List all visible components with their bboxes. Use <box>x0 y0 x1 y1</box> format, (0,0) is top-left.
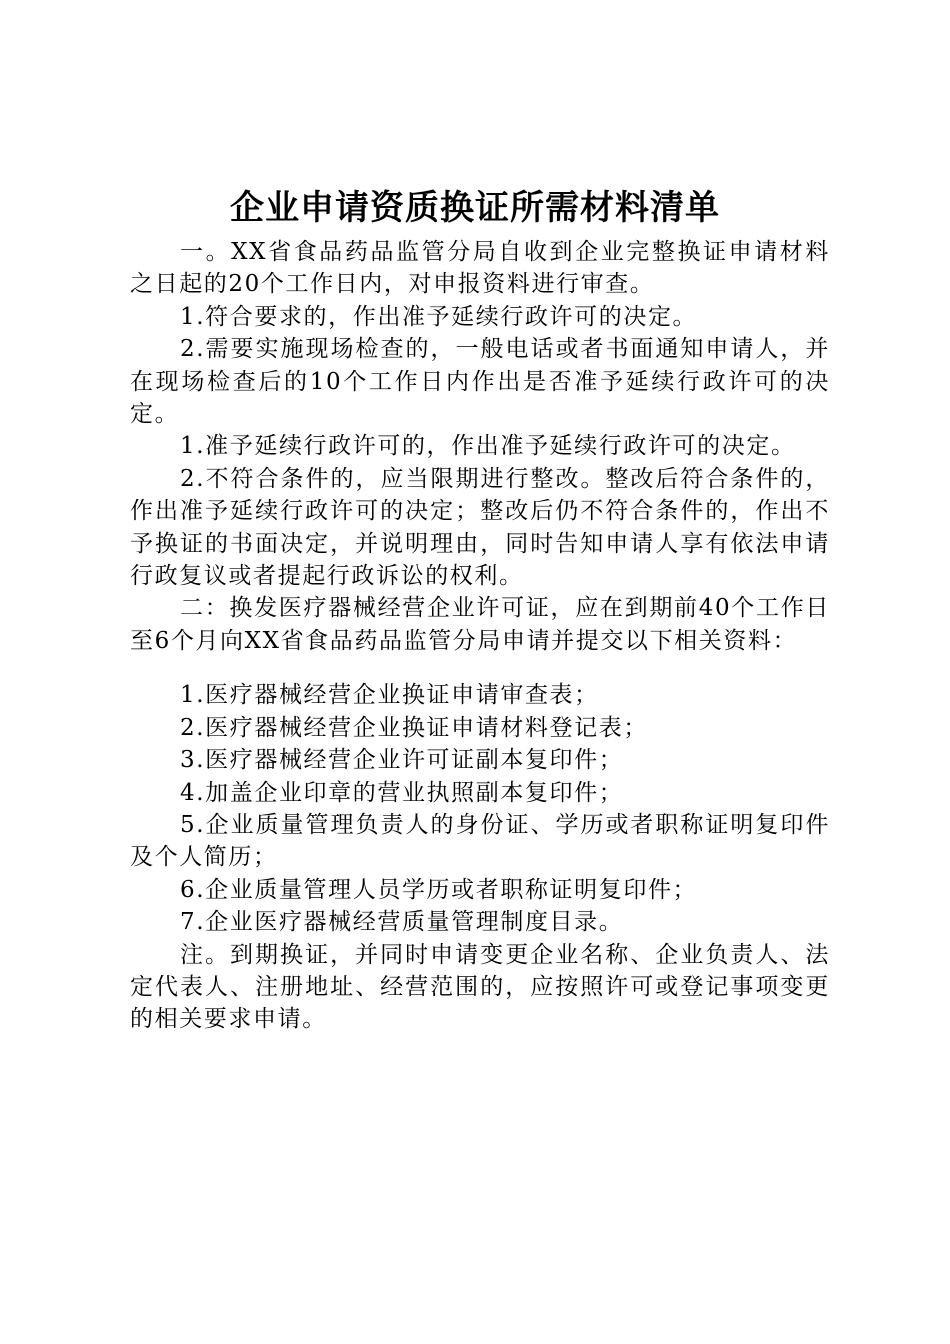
list-item: 1.医疗器械经营企业换证申请审查表； <box>180 682 599 709</box>
document-title: 企业申请资质换证所需材料清单 <box>230 188 720 228</box>
paragraph-subitem-2: 2.不符合条件的，应当限期进行整改。整改后符合条件的，作出准予延续行政许可的决定；整改后仍不符合条件的，作出不予换证的书面决定，并说明理由，同时告知申请人享有依法申请行政复议或者提起行政诉讼的权利。 <box>130 465 830 590</box>
list-item: 5.企业质量管理负责人的身份证、学历或者职称证明复印件及个人简历； <box>130 811 830 871</box>
list-item: 4.加盖企业印章的营业执照副本复印件； <box>180 779 624 806</box>
paragraph-item-2: 2.需要实施现场检查的，一般电话或者书面通知申请人，并在现场检查后的10个工作日内作出是否准予延续行政许可的决定。 <box>130 336 830 428</box>
paragraph-section-two-intro: 二：换发医疗器械经营企业许可证，应在到期前40个工作日至6个月向XX省食品药品监管分局申请并提交以下相关资料： <box>130 595 830 654</box>
paragraph-item-1: 1.符合要求的，作出准予延续行政许可的决定。 <box>180 303 698 330</box>
list-item: 7.企业医疗器械经营质量管理制度目录。 <box>180 909 624 936</box>
list-item: 6.企业质量管理人员学历或者职称证明复印件； <box>180 876 698 903</box>
note-paragraph: 注。到期换证，并同时申请变更企业名称、企业负责人、法定代表人、注册地址、经营范围的，应按照许可或登记事项变更的相关要求申请。 <box>130 941 830 1033</box>
paragraph-section-one-intro: 一。XX省食品药品监管分局自收到企业完整换证申请材料之日起的20个工作日内，对申报资料进行审查。 <box>130 239 830 298</box>
document-body <box>130 236 830 1036</box>
list-item: 2.医疗器械经营企业换证申请材料登记表； <box>180 714 648 741</box>
paragraph-subitem-1: 1.准予延续行政许可的，作出准予延续行政许可的决定。 <box>180 433 796 460</box>
paragraph-spacer <box>130 657 830 679</box>
list-item: 3.医疗器械经营企业许可证副本复印件； <box>180 747 624 774</box>
